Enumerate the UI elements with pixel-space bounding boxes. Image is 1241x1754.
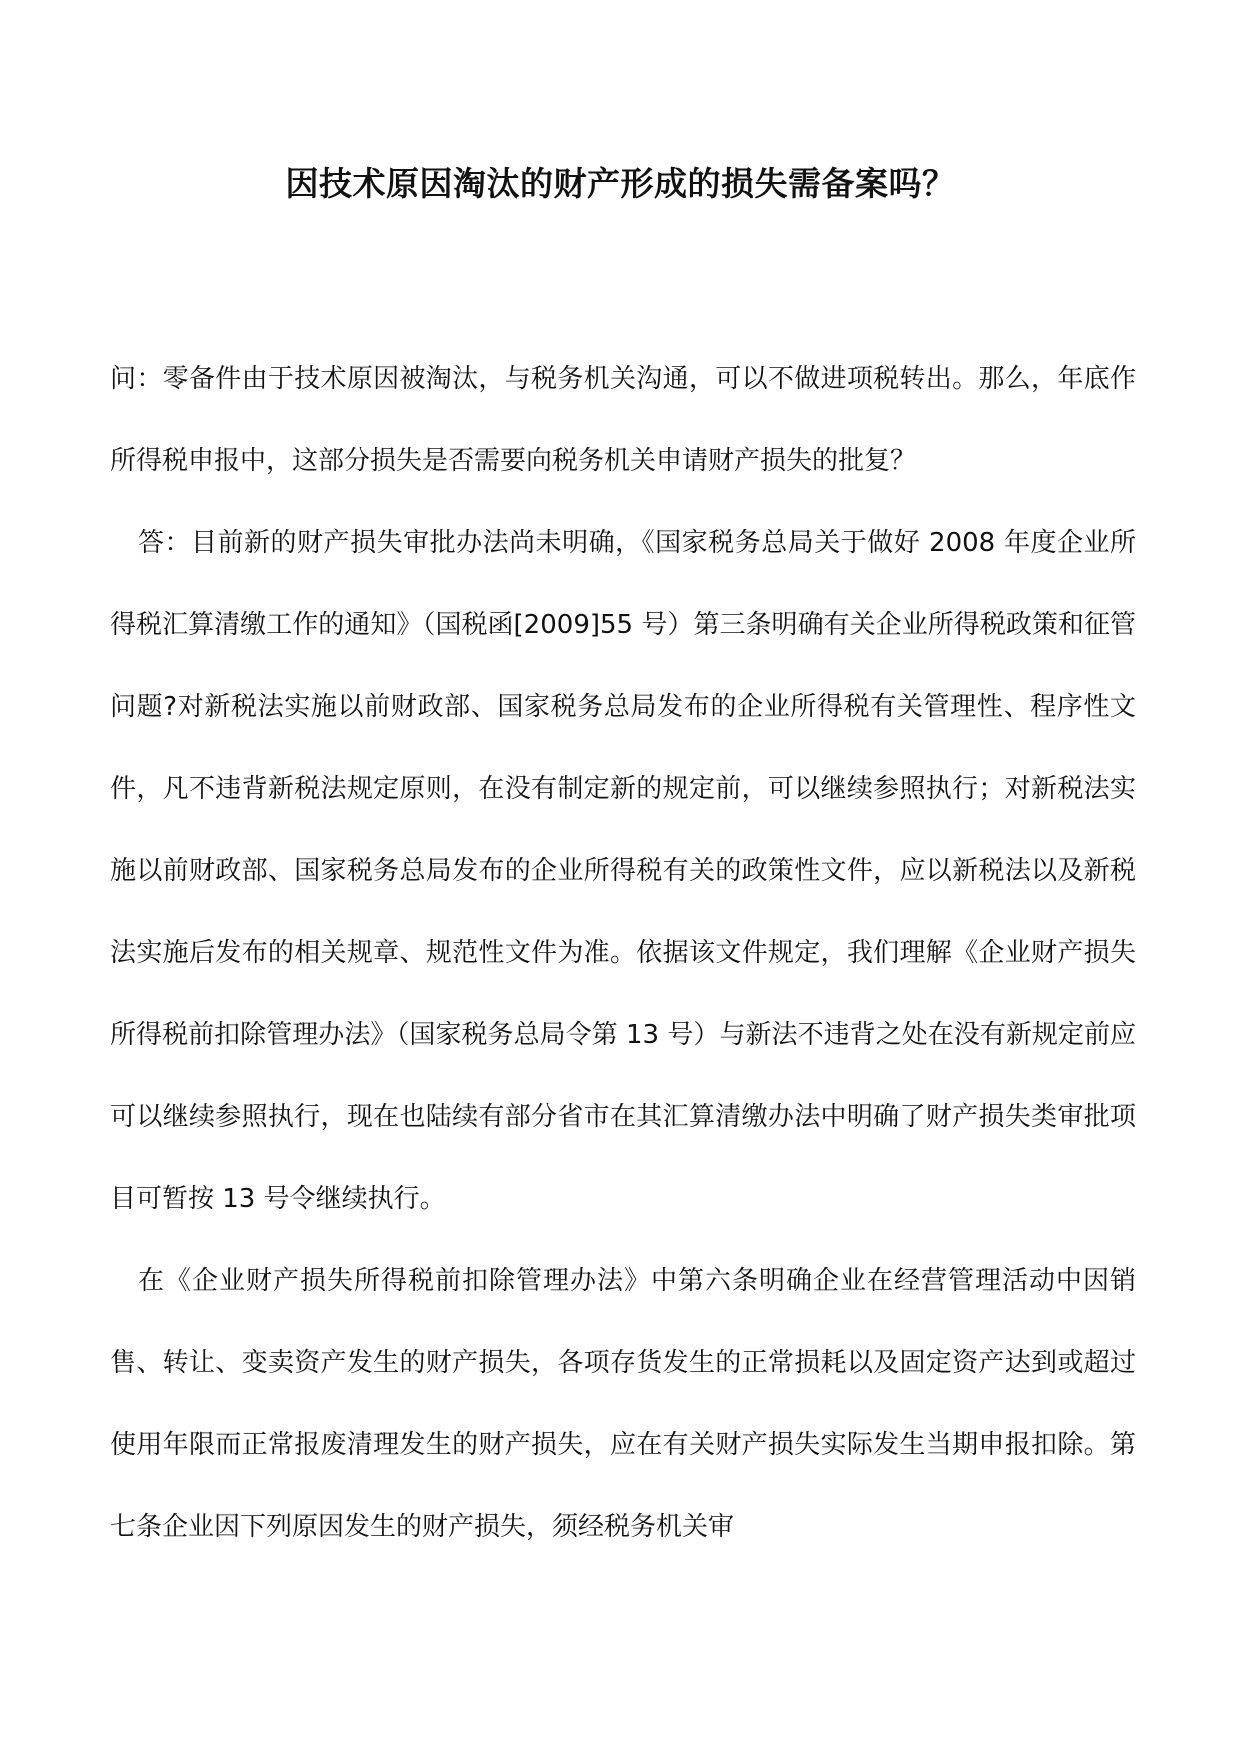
document-body bbox=[110, 338, 1136, 1568]
answer-paragraph: 答：目前新的财产损失审批办法尚未明确，《国家税务总局关于做好 2008 年度企业所得税汇算清缴工作的通知》（国税函[2009]55 号）第三条明确有关企业所得税政策和征管问题?对新税法实施以前财政部、国家税务总局发布的企业所得税有关管理性、程序性文件，凡不违背新税法规定原则，在没有制定新的规定前，可以继续参照执行；对新税法实施以前财政部、国家税务总局发布的企业所得税有关的政策性文件，应以新税法以及新税法实施后发布的相关规章、规范性文件为准。依据该文件规定，我们理解《企业财产损失所得税前扣除管理办法》（国家税务总局令第 13 号）与新法不违背之处在没有新规定前应可以继续参照执行，现在也陆续有部分省市在其汇算清缴办法中明确了财产损失类审批项目可暂按 13 号令继续执行。 bbox=[110, 528, 1136, 1214]
document-title: 因技术原因淘汰的财产形成的损失需备案吗？ bbox=[285, 164, 956, 203]
regulation-paragraph: 在《企业财产损失所得税前扣除管理办法》中第六条明确企业在经营管理活动中因销售、转让、变卖资产发生的财产损失，各项存货发生的正常损耗以及固定资产达到或超过使用年限而正常报废清理发生的财产损失，应在有关财产损失实际发生当期申报扣除。第七条企业因下列原因发生的财产损失，须经税务机关审 bbox=[110, 1266, 1136, 1542]
question-paragraph: 问：零备件由于技术原因被淘汰，与税务机关沟通，可以不做进项税转出。那么，年底作所得税申报中，这部分损失是否需要向税务机关申请财产损失的批复？ bbox=[110, 364, 1136, 476]
